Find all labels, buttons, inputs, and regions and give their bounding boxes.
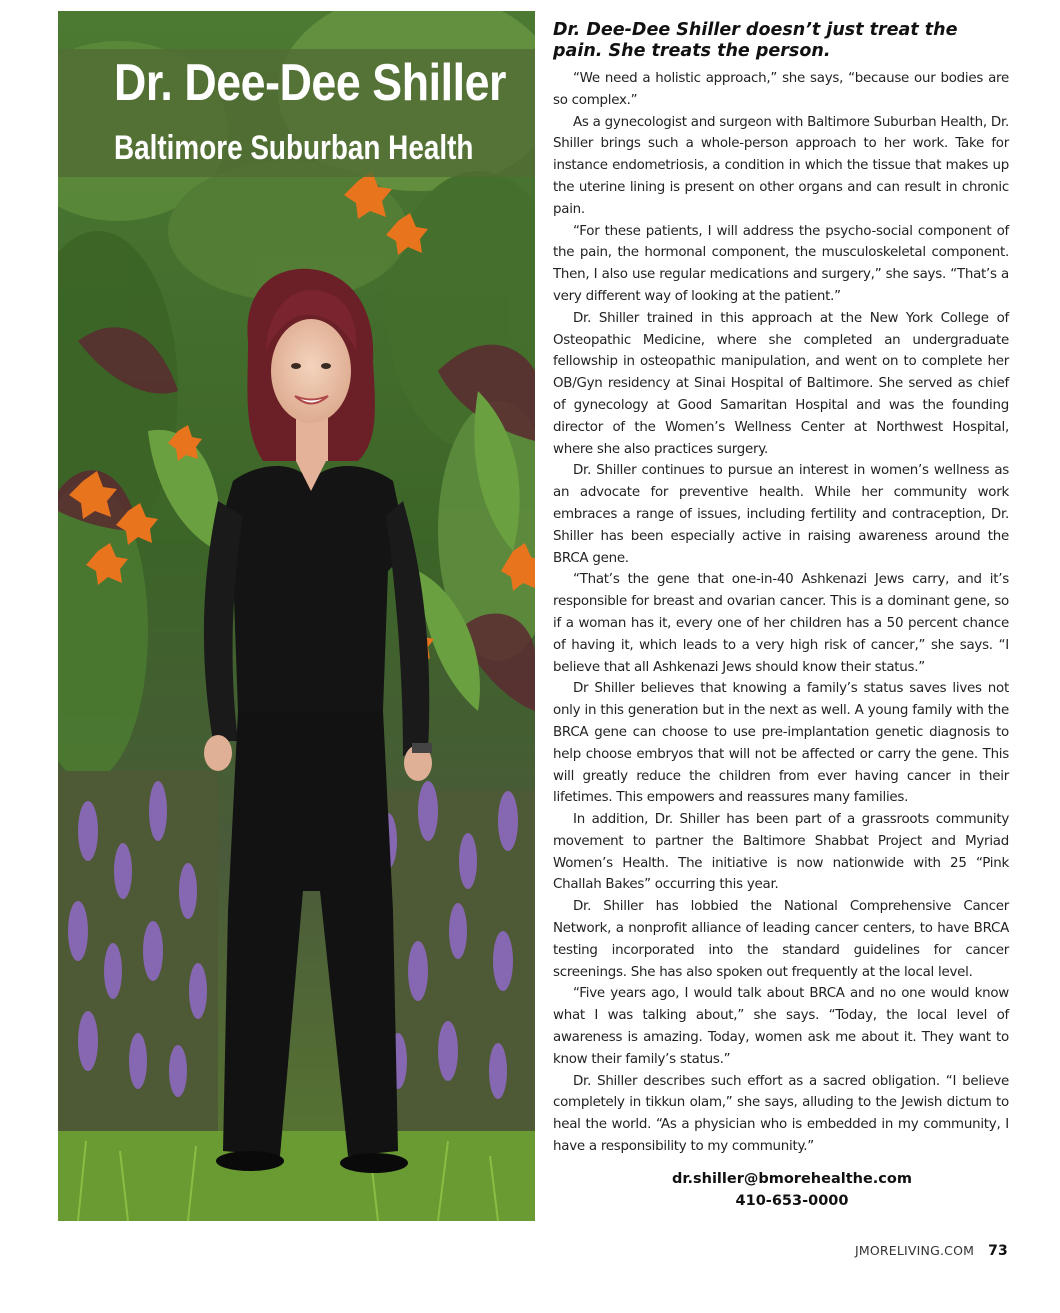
contact-block bbox=[553, 1168, 1031, 1212]
garden-portrait-illustration bbox=[58, 11, 535, 1221]
article-headline: Dr. Dee-Dee Shiller doesn’t just treat the pain. She treats the person. bbox=[553, 20, 958, 61]
page-number: 73 bbox=[988, 1243, 1008, 1259]
article-paragraph: Dr. Shiller continues to pursue an interest in women’s wellness as an advocate for preventive health. While her community work embraces a range of issues, including fertility and contraception, Dr. Shiller has been especially active in raising awareness around the BRCA gene. bbox=[553, 463, 1009, 566]
article-paragraph: “That’s the gene that one-in-40 Ashkenazi Jews carry, and it’s responsible for breast and ovarian cancer. This is a dominant gene, so if a woman has it, every one of her children has a 50 percent chance of having it, which leads to a very high risk of cancer,” she says. “I believe that all Ashkenazi Jews should know their status.” bbox=[553, 572, 1009, 675]
organization-title: Baltimore Suburban Health bbox=[114, 129, 474, 167]
article-paragraph: Dr. Shiller has lobbied the National Comprehensive Cancer Network, a nonprofit alliance of leading cancer centers, to have BRCA testing incorporated into the standard guidelines for cancer screenings. She has also spoken out frequently at the local level. bbox=[553, 899, 1009, 980]
article-paragraph: Dr. Shiller describes such effort as a sacred obligation. “I believe completely in tikkun olam,” she says, alluding to the Jewish dictum to heal the world. “As a physician who is embedded in my community, I have a responsibility to my community.” bbox=[553, 1073, 1009, 1155]
contact-email[interactable]: dr.shiller@bmorehealthe.com bbox=[672, 1171, 912, 1187]
article-paragraph: “Five years ago, I would talk about BRCA and no one would know what I was talking about,” she says. “Today, the local level of awareness is amazing. Today, women ask me about it. They want to know their family’s status.” bbox=[553, 986, 1009, 1067]
page-footer bbox=[855, 1243, 1008, 1259]
article-paragraph: “We need a holistic approach,” she says, “because our bodies are so complex.” bbox=[553, 71, 1009, 108]
article-paragraph: “For these patients, I will address the psycho-social component of the pain, the hormonal component, the musculoskeletal component. Then, I also use regular medications and surgery,” she says. “That’s a very different way of looking at the patient.” bbox=[553, 223, 1009, 304]
footer-site: JMORELIVING.COM bbox=[854, 1243, 975, 1258]
article-column bbox=[553, 20, 1009, 1158]
contact-phone[interactable]: 410-653-0000 bbox=[735, 1193, 849, 1209]
article-paragraph: In addition, Dr. Shiller has been part of a grassroots community movement to partner the Baltimore Shabbat Project and Myriad Women’s Health. The initiative is now nationwide with 25 “Pink Challah Bakes” occurring this year. bbox=[553, 812, 1009, 893]
article-paragraph: Dr Shiller believes that knowing a family’s status saves lives not only in this generation but in the next as well. A young family with the BRCA gene can choose to use pre-implantation genetic diagnosis to help choose embryos that will not be affected or carry the gene. This will greatly reduce the children from ever having cancer in their lifetimes. This empowers and reassures many families. bbox=[553, 681, 1009, 806]
portrait-photo bbox=[58, 11, 535, 1221]
article-paragraph: As a gynecologist and surgeon with Baltimore Suburban Health, Dr. Shiller brings such a whole-person approach to her work. Take for instance endometriosis, a condition in which the tissue that makes up the uterine lining is present on other organs and can result in chronic pain. bbox=[553, 114, 1009, 217]
doctor-name-title: Dr. Dee-Dee Shiller bbox=[114, 54, 506, 112]
article-paragraph: Dr. Shiller trained in this approach at the New York College of Osteopathic Medicine, where she completed an undergraduate fellowship in osteopathic manipulation, and went on to complete her OB/Gyn residency at Sinai Hospital of Baltimore. She served as chief of gynecology at Good Samaritan Hospital and was the founding director of the Women’s Wellness Center at Northwest Hospital, where she also practices surgery. bbox=[553, 310, 1009, 457]
article-body bbox=[553, 68, 1009, 1158]
